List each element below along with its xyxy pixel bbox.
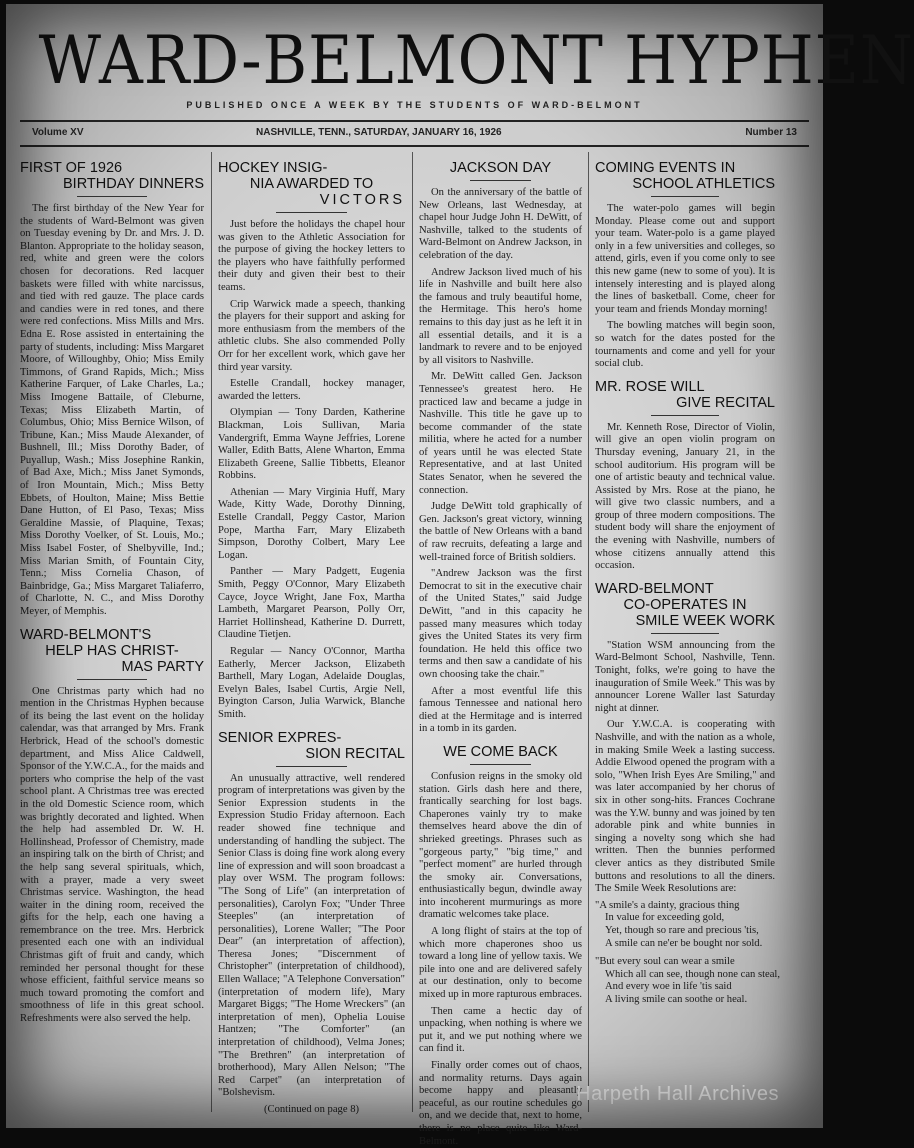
dateline-text: NASHVILLE, TENN., SATURDAY, JANUARY 16, 1926: [256, 127, 502, 138]
column-divider: [412, 152, 413, 1112]
archive-watermark: Harpeth Hall Archives: [576, 1083, 779, 1105]
article-paragraph: On the anniversary of the battle of New Orleans, last Wednesday, at chapel hour Judge John H. DeWitt, of Nashville, talked to the students of Ward-Belmont on Andrew Jackson, in celebration of the day.: [419, 187, 582, 261]
article-paragraph: After a most eventful life this famous Tennessee and national hero died at the Hermitage and is interred in a tomb in its garden.: [419, 685, 582, 735]
issue-number: Number 13: [745, 127, 797, 138]
headline-line: COMING EVENTS IN: [595, 160, 736, 176]
headline-line: JACKSON DAY: [449, 160, 552, 176]
headline-smile-week: [595, 581, 775, 634]
poem-line: Yet, though so rare and precious 'tis,: [605, 924, 759, 936]
article-paragraph: Panther — Mary Padgett, Eugenia Smith, Peggy O'Connor, Mary Elizabeth Cayce, Joyce Wright, Jane Fox, Martha Lambeth, Margaret Pearson, Polly Orr, Harriet Hollinshead, Katherine D. Durrett, Claudine Tietjen.: [218, 566, 405, 641]
column-divider: [588, 152, 589, 1112]
article-paragraph: Mr. DeWitt called Gen. Jackson Tennessee's greatest hero. He practiced law and became a judge in Nashville. This title he gave up to become commander of the state militia, where he acted for a number of years until he was elected State Representative, and at last United States Senator, when he severed the connection.: [419, 371, 582, 496]
headline-line: HOCKEY INSIG-: [218, 160, 328, 176]
headline-line: VICTORS: [319, 192, 405, 208]
headline-line: FIRST OF 1926: [20, 160, 123, 176]
column-1: [20, 152, 204, 1112]
headline-line: HELP HAS CHRIST-: [45, 642, 179, 659]
article-paragraph: The bowling matches will begin soon, so watch for the dates posted for the tournaments and come and yell for your social club.: [595, 320, 775, 370]
headline-hockey-insignia: [218, 160, 405, 213]
article-paragraph: "Andrew Jackson was the first Democrat to sit in the executive chair of the United States," said Judge DeWitt, "and in this capacity he passed many measures which today gives the United States its very firm foundation. He held this office two terms and then saw a candidate of his own choosing take the chair.": [419, 568, 582, 680]
masthead-rule-top: [20, 120, 809, 122]
article-paragraph: "Station WSM announcing from the Ward-Belmont School, Nashville, Tenn. Tonight, folks, we're going to have the inauguration of Smile Week." This was by announcer Lorene Waller last Saturday night at dinner.: [595, 639, 775, 714]
headline-line: MR. ROSE WILL: [595, 378, 705, 395]
masthead-subtitle: PUBLISHED ONCE A WEEK BY THE STUDENTS OF WARD-BELMONT: [186, 100, 643, 110]
headline-jackson-day: [419, 160, 582, 181]
headline-line: SCHOOL ATHLETICS: [632, 176, 775, 192]
article-paragraph: One Christmas party which had no mention in the Christmas Hyphen because of its being the last event on the holiday calendar, was that arranged by Mrs. Frank Herbrick, Head of the school's domestic department, and Miss Alice Caldwell, Sponsor of the Y.W.C.A., for the maids and porters who comprise the help of the vast school plant. A Christmas tree was erected in the old Domestic Science room, which was brightly decorated and lighted. When the help had assembled Dr. W. H. Hollinshead, Professor of Chemistry, made an inspiring talk on the birth of Christ; and the help sang several spirituals, which, with a prayer, made a very sweet Christmas service. Washington, the head waiter in the dining room, received the gifts for the help, each one having a remembrance on the tree. Mrs. Herbrick presented each one with an individual Christmas gift of fruit and candy, which reminded her personal thought for these whose efficient, faithful service means so much toward promoting the comfort and smoothness of life in this great school. Refreshments were also served the help.: [20, 685, 204, 1025]
article-paragraph: Then came a hectic day of unpacking, when nothing is where we put it, and we put nothing where we can find it.: [419, 1005, 582, 1055]
article-paragraph: Our Y.W.C.A. is cooperating with Nashville, and with the nation as a whole, in making Smile Week a lasting success. Addie Elwood opened the program with a solo, "When Irish Eyes Are Smiling," and was later accompanied by her chorus of six in other song-hits. Frances Cochrane was the Y.W. bunny and was joined by ten adorable pink and white bunnies in singing a novelty song which she had written. Then the bunnies performed clever antics as they distributed Smile buttons and resolutions to all the diners. The Smile Week Resolutions are:: [595, 719, 775, 895]
headline-coming-events: [595, 160, 775, 197]
masthead-title: WARD-BELMONT HYPHEN: [38, 22, 914, 99]
continued-note: (Continued on page 8): [263, 1104, 360, 1115]
headline-line: MAS PARTY: [121, 658, 204, 675]
article-paragraph: Mr. Kenneth Rose, Director of Violin, will give an open violin program on Thursday evening, January 21, in the school auditorium. His program will be one of artistic beauty and technical value. Assisted by Mrs. Rose at the piano, he will give two classic numbers, and a group of three modern compositions. The student body will share the enjoyment of the evening with Nashville, numbers of whose citizens annually attend this occasion.: [595, 421, 775, 572]
headline-we-come-back: [419, 744, 582, 765]
newspaper-page: [6, 4, 914, 1147]
article-paragraph: Athenian — Mary Virginia Huff, Mary Wade, Kitty Wade, Dorothy Dinning, Estelle Crandall, Peggy Castor, Marion Pope, Martha Farr, Mary Elizabeth Simpson, Dorothy Colbert, Mary Lee Logan.: [218, 486, 405, 561]
poem-line: Which all can see, though none can steal,: [605, 968, 781, 980]
dateline-bar: [24, 127, 805, 143]
headline-line: BIRTHDAY DINNERS: [63, 176, 204, 192]
poem-line: And every woe in life 'tis said: [605, 981, 732, 993]
headline-birthday-dinners: [20, 160, 204, 197]
headline-christmas-party: [20, 627, 204, 680]
column-2: [218, 152, 405, 1115]
column-4: [595, 152, 781, 1112]
volume-label: Volume XV: [32, 127, 84, 138]
article-paragraph: The water-polo games will begin Monday. Please come out and support your team. Water-polo is a game played only in a few universities and colleges, so attend, girls, even if you come only to see this new game (new to some of you). It is intensely interesting and is played along the lines of basketball. Come, cheer for your team and friends Monday morning!: [595, 203, 775, 315]
article-paragraph: Olympian — Tony Darden, Katherine Blackman, Lois Sullivan, Maria Vandergrift, Emma Wayne Jeffries, Lorene Waller, Edith Batts, Alene Wharton, Emma Elizabeth Greene, Sallie Tibbetts, Eleanor Robbins.: [218, 407, 405, 482]
headline-line: CO-OPERATES IN: [623, 596, 747, 613]
headline-line: WARD-BELMONT'S: [20, 626, 152, 643]
poem-line: A smile can ne'er be bought nor sold.: [605, 937, 763, 949]
headline-line: WARD-BELMONT: [595, 580, 714, 597]
article-paragraph: Judge DeWitt told graphically of Gen. Jackson's great victory, winning the battle of New Orleans with a band of raw recruits, defeating a large and well-trained force of British soldiers.: [419, 501, 582, 563]
headline-line: SION RECITAL: [305, 745, 405, 762]
article-paragraph: Crip Warwick made a speech, thanking the players for their support and asking for more enthusiasm from the members of the athletic clubs. She also commended Polly Orr for her excellent work, which gave her third year varsity.: [218, 298, 405, 373]
headline-line: SENIOR EXPRES-: [218, 729, 342, 746]
headline-line: SMILE WEEK WORK: [635, 612, 775, 629]
poem-line: "A smile's a dainty, gracious thing: [595, 899, 740, 911]
article-paragraph: A long flight of stairs at the top of which more chaperones shoo us toward a long line of yellow taxis. We pile into one and are delivered safely at our destination, only to become mixed up in more rapturous embraces.: [419, 926, 582, 1001]
article-paragraph: Finally order comes out of chaos, and normality returns. Days again become happy and pleasantly peaceful, as our routine schedules go on, and we decide that, next to home, there is no place quite like Ward-Belmont.: [419, 1060, 582, 1147]
article-paragraph: The first birthday of the New Year for the students of Ward-Belmont was given on Tuesday evening by Dr. and Mrs. J. D. Blanton. Appropriate to the holiday season, red, white and green were the colors chosen for decorations. Red lacquer baskets were filled with white narcissus, and tied with red gauze. The place cards and candies were in red tones, and there were red confections. Miss Mills and Mrs. Edna E. Rose assisted in entertaining the party of students, including: Miss Margaret Moore, of Willoughby, Ohio; Miss Emily Timmons, of Grand Rapids, Mich.; Miss Katherine Farquer, of Lake Charles, La.; Miss Imogene Battaile, of Cleburne, Texas; Miss Elizabeth Martin, of Columbus, Ohio; Miss Bernice Wilson, of Tribune, Kan.; Miss Maude Alexander, of Bushnell, Ill.; Miss Dorothy Bader, of Puyallup, Wash.; Miss Josephine Rankin, of Bad Axe, Mich.; Miss Janet Symonds, of Iron Mountain, Mich.; Miss Betty Ebbets, of Houlton, Maine; Miss Bettie Dane Hutton, of El Paso, Texas; Miss Geraldine Massie, of Plaquine, Texas; Miss Dorothy Voelker, of St. Louis, Mo.; Miss Isabel Foster, of Shelbyville, Ind.; Miss Marian Smith, of Fountain City, Tenn.; Miss Cornelia Chason, of Bainbridge, Ga.; Miss Margaret Taliaferro, of Charlotte, N. C., and Miss Dorothy Meyer, of Memphis.: [20, 203, 204, 617]
poem-line: In value for exceeding gold,: [605, 912, 725, 924]
article-paragraph: Just before the holidays the chapel hour was given to the Athletic Association for the purpose of giving the hockey letters to the players who have faithfully performed their duty and given their best to their teams.: [218, 219, 405, 293]
article-paragraph: Andrew Jackson lived much of his life in Nashville and built here also the famous and truly beautiful home, the Hermitage. This hero's home remains to this day just as he left it in all essential details, and it is a landmark to revere and to be enjoyed by all visitors to Nashville.: [419, 266, 582, 366]
article-paragraph: Confusion reigns in the smoky old station. Girls dash here and there, frantically searching for lost bags. Chaperones vainly try to make themselves heard above the din of shrieked greetings. Phrases such as "gorgeous party," "big time," and "perfect moment" are hurled through the smoky air. Conversations, enthusiastically begun, dwindle away into incoherent murmurings as more dramatic welcomes take place.: [419, 770, 582, 921]
poem-line: "But every soul can wear a smile: [595, 956, 735, 968]
headline-rose-recital: [595, 379, 775, 416]
headline-line: GIVE RECITAL: [676, 394, 775, 411]
column-3: [419, 152, 582, 1147]
headline-line: WE COME BACK: [443, 743, 558, 760]
column-divider: [211, 152, 212, 1112]
masthead-rule-bottom: [20, 145, 809, 147]
headline-senior-expression: [218, 730, 405, 767]
smile-poem: [595, 899, 781, 1007]
article-paragraph: Estelle Crandall, hockey manager, awarded the letters.: [218, 378, 405, 402]
article-paragraph: An unusually attractive, well rendered program of interpretations was given by the Senior Expression students in the Expression Studio Friday afternoon. Each reader showed fine technique and understanding of handling the subject. The Senior Class is doing fine work along every line of expression and will soon broadcast a play over WSM. The program follows: "The Song of Life" (an interpretation of personalities), Carolyn Fox; "Under Three Steeples" (an interpretation of personalities), Lorene Waller; "The Poor Dear" (an interpretation of affection), Theresa Jones; "Discernment of Christopher" (interpretation of childhood), Ellen Wallace; "A Telephone Conversation" (interpretation of modern life), Mary Margaret Biggs; "The Home Wreckers" (an interpretation of men), Ophelia Louise Hantzen; "The Comforter" (an interpretation of childhood), Velma Jones; "The Brethren" (an interpretation of brotherhood), Mary Allen Nelson; "The Red Carpet" (an interpretation of "Bolshevism.: [218, 772, 405, 1099]
headline-line: NIA AWARDED TO: [249, 176, 374, 192]
article-paragraph: Regular — Nancy O'Connor, Martha Eatherly, Mercer Jackson, Elizabeth Barthell, Mary Logan, Adelaide Douglas, Evelyn Bales, Isabel Curtis, Argie Nell, Byington Carson, Julia Warwick, Blanche Smith.: [218, 646, 405, 720]
poem-line: A living smile can soothe or heal.: [605, 993, 748, 1005]
